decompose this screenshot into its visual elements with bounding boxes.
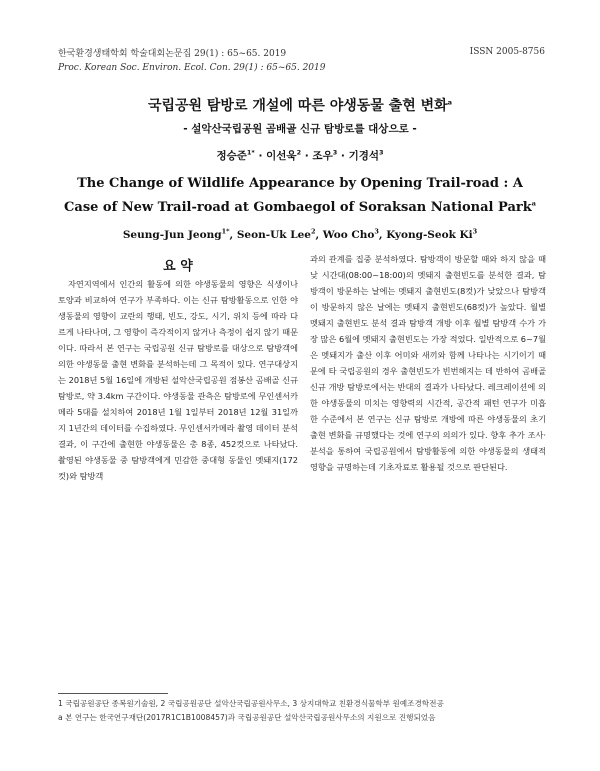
author-ko-2-sup: 2	[296, 148, 302, 157]
author-ko-4: 기경석	[348, 150, 379, 162]
author-ko-3-sup: 3	[332, 148, 338, 157]
title-english	[60, 172, 540, 220]
author-separator-en: ,	[378, 229, 387, 241]
authors-english	[0, 229, 600, 241]
abstract-column-left	[58, 276, 298, 484]
author-ko-2: 이선욱	[266, 150, 297, 162]
abstract-text-right: 과의 관계를 집중 분석하였다. 탐방객이 방문할 때와 하지 않을 때 낮 시간대(08:00~18:00)의 멧돼지 출현빈도를 분석한 결과, 탐방객이 방문하는 날에는 멧돼지 출현빈도(8컷)가 낮았으나 탐방객이 방문하지 않은 날에는 멧돼지 출현빈도(68컷)가 높았다. 월별 멧돼지 출현빈도 분석 결과 탐방객 개방 이후 월별 탐방객 수가 가장 많은 6월에 멧돼지 출현빈도는 가장 적었다. 일반적으로 6~7월은 멧돼지가 출산 이후 어미와 새끼와 함께 나타나는 시기이기 때문에 타 국립공원의 경우 출현빈도가 빈번해지는 데 반하여 곰배골 신규 개방 탐방로에서는 반대의 결과가 나타났다. 레크레이션에 의한 야생동물의 미치는 영향력의 시간적, 공간적 패턴 연구가 미흡한 수준에서 본 연구는 신규 탐방로 개방에 따른 야생동물의 초기 출현 변화를 규명했다는 것에 연구의 의의가 있다. 향후 추가 조사·분석을 통하여 국립공원에서 탐방활동에 의한 야생동물의 생태적 영향을 규명하는데 기초자료로 활용될 것으로 판단된다.	[310, 254, 546, 472]
author-separator: ·	[337, 150, 349, 162]
author-ko-1-sup: 1*	[246, 148, 255, 157]
author-ko-1: 정승준	[216, 150, 247, 162]
title-english-mark: a	[531, 199, 536, 208]
author-en-3: Woo Cho	[322, 229, 375, 241]
author-en-3-sup: 3	[374, 227, 379, 236]
footnote-divider	[58, 693, 168, 694]
author-separator: ·	[254, 150, 267, 162]
subtitle-korean: - 설악산국립공원 곰배골 신규 탐방로를 대상으로 -	[183, 123, 417, 135]
issn: ISSN 2005-8756	[469, 47, 545, 57]
title-korean-mark: a	[447, 98, 453, 107]
title-english-text: The Change of Wildlife Appearance by Opening Trail-road : A Case of New Trail-road at Gombaegol of Soraksan National Park	[64, 176, 532, 215]
abstract-text-left: 자연지역에서 인간의 활동에 의한 야생동물의 영향은 식생이나 토양과 비교하여 연구가 부족하다. 이는 신규 탐방활동으로 인한 야생동물의 영향이 교란의 행태, 빈도, 강도, 시기, 위치 등에 따라 다르게 나타나며, 그 영향이 즉각적이지 않거나 측정이 쉽지 않기 때문이다. 따라서 본 연구는 국립공원 신규 탐방로를 대상으로 탐방객에 의한 야생동물 출현 변화를 분석하는데 그 목적이 있다. 연구대상지는 2018년 5월 16일에 개방된 설악산국립공원 점봉산 곰배골 신규 탐방로, 약 3.4km 구간이다. 야생동물 관측은 탐방로에 무인센서카메라 5대를 설치하여 2018년 1월 1일부터 2018년 12월 31일까지 1년간의 데이터를 수집하였다. 무인센서카메라 촬영 데이터 분석결과, 이 구간에 출현한 야생동물은 총 8종, 452컷으로 나타났다. 촬영된 야생동물 중 탐방객에게 민감한 중대형 동물인 멧돼지(172컷)와 탐방객	[58, 279, 298, 481]
author-separator-en: ,	[315, 229, 323, 241]
abstract-heading: 요 약	[163, 259, 193, 274]
author-en-1: Seung-Jun Jeong	[122, 229, 222, 241]
author-en-2: Seon-Uk Lee	[236, 229, 311, 241]
title-korean-text: 국립공원 탐방로 개설에 따른 야생동물 출현 변화	[147, 98, 448, 114]
author-separator-en: ,	[229, 229, 237, 241]
authors-korean	[0, 148, 600, 163]
author-en-1-sup: 1*	[221, 227, 230, 236]
author-en-4: Kyong-Seok Ki	[386, 229, 473, 241]
author-ko-3: 조우	[312, 150, 333, 162]
title-korean	[0, 95, 600, 115]
journal-header	[58, 47, 325, 75]
author-ko-4-sup: 3	[379, 148, 384, 157]
author-en-2-sup: 2	[310, 227, 316, 236]
abstract-column-right	[310, 251, 546, 475]
journal-name-ko: 한국환경생태학회 학술대회논문집 29(1) : 65~65. 2019	[58, 49, 287, 59]
footnote-funding: a 본 연구는 한국연구재단(2017R1C1B1008457)과 국립공원공단 설악산국립공원사무소의 지원으로 진행되었음	[58, 713, 436, 722]
journal-name-en: Proc. Korean Soc. Environ. Ecol. Con. 29(1) : 65~65. 2019	[58, 63, 326, 73]
footnote-affiliations: 1 국립공원공단 종복원기술원, 2 국립공원공단 설악산국립공원사무소, 3 상지대학교 친환경식물학부 원예조경학전공	[58, 699, 444, 708]
author-en-4-sup: 3	[472, 227, 478, 236]
author-separator: ·	[301, 150, 313, 162]
